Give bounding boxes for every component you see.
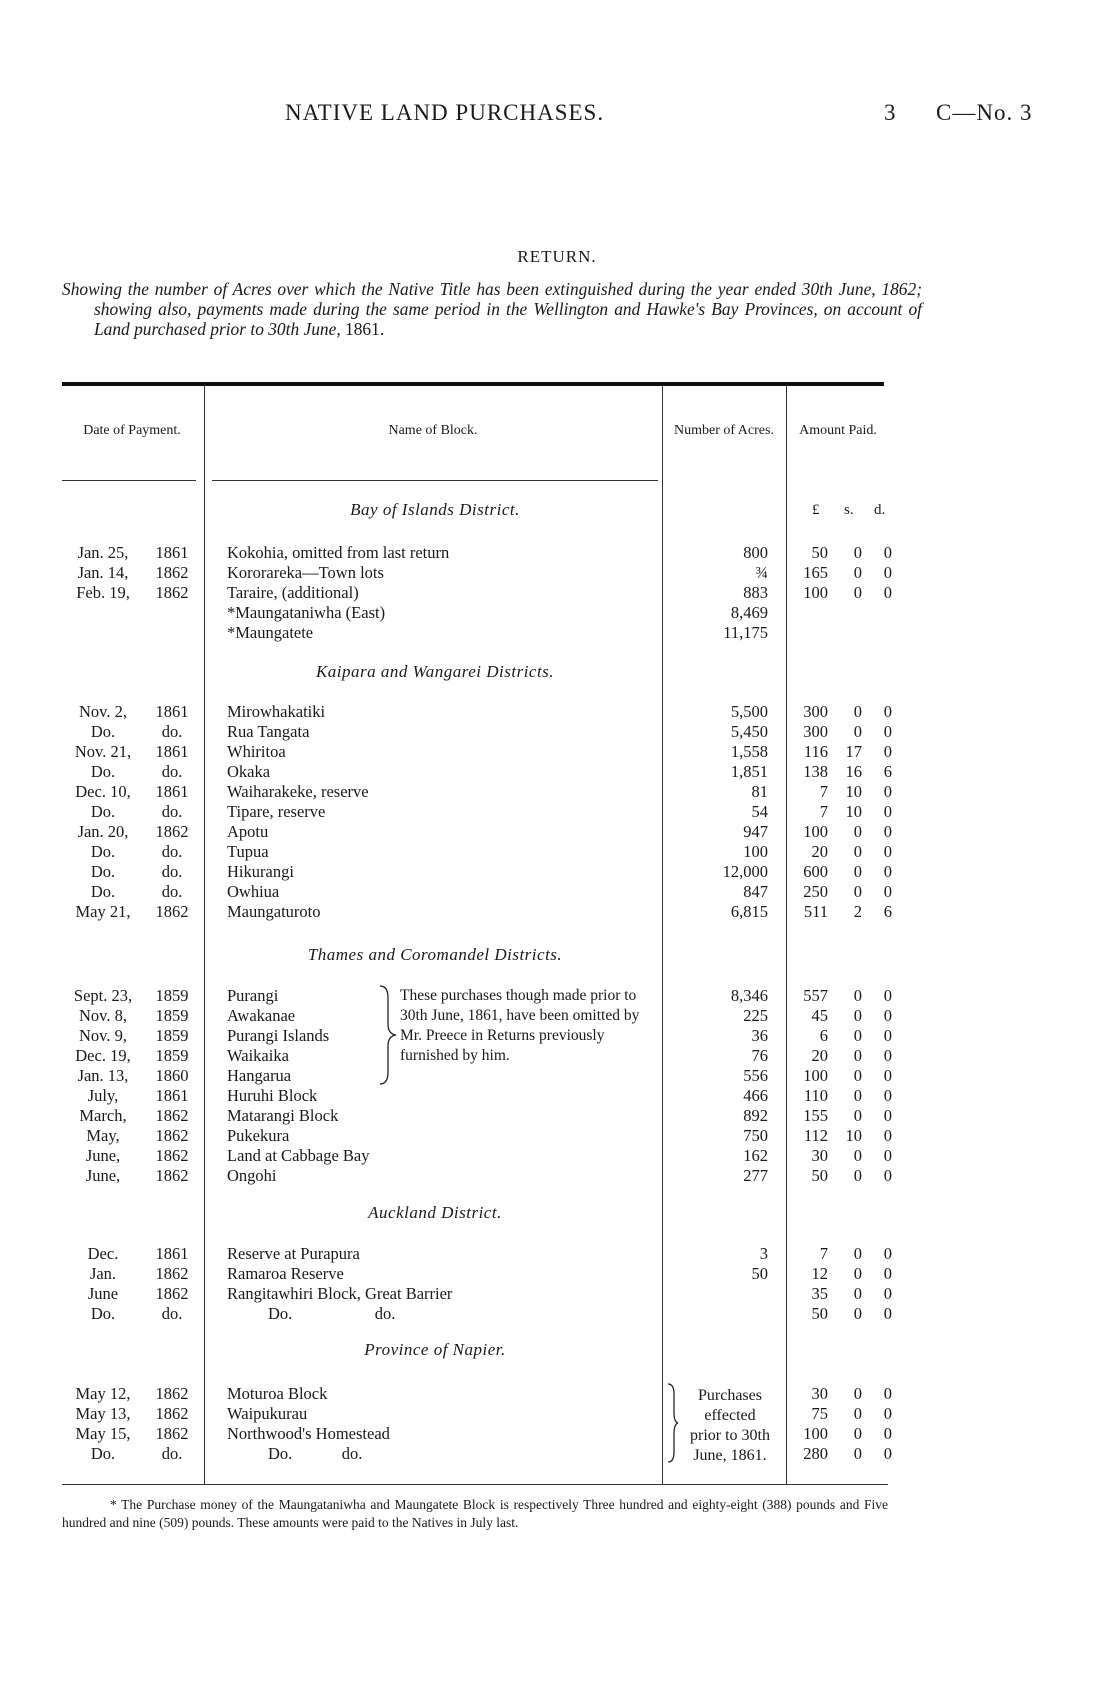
section-title: Bay of Islands District. [350, 500, 520, 519]
payment-date: Do. [90, 882, 116, 901]
shillings: 0 [853, 563, 862, 582]
payment-year: 1860 [155, 1066, 189, 1085]
acres: 76 [751, 1046, 768, 1065]
acres: 5,500 [730, 702, 768, 721]
shillings: 0 [853, 1444, 862, 1463]
pounds: 557 [803, 986, 828, 1005]
pounds-label: £ [812, 502, 820, 518]
block-name: Tipare, reserve [227, 802, 326, 821]
payment-date: Do. [90, 862, 116, 881]
running-title: NATIVE LAND PURCHASES. [285, 100, 605, 125]
shillings: 0 [853, 1404, 862, 1423]
table-row [0, 1404, 1114, 1424]
acres: 8,346 [730, 986, 768, 1005]
shillings: 0 [853, 862, 862, 881]
payment-date: Nov. 2, [79, 702, 127, 721]
section-title: Auckland District. [368, 1203, 502, 1222]
payment-year: 1859 [155, 986, 189, 1005]
shillings: 0 [853, 1384, 862, 1403]
document-reference: C—No. 3 [936, 100, 1033, 125]
payment-year: 1861 [155, 782, 189, 801]
payment-year: 1861 [155, 543, 189, 562]
payment-year: 1859 [155, 1026, 189, 1045]
payment-year: 1859 [155, 1006, 189, 1025]
pounds: 138 [803, 762, 828, 781]
shillings: 0 [853, 1244, 862, 1263]
pence: 0 [883, 802, 892, 821]
payment-year: do. [161, 762, 183, 781]
pounds: 112 [803, 1126, 828, 1145]
section-title: Thames and Coromandel Districts. [307, 945, 563, 964]
payment-date: Do. [90, 842, 116, 861]
pounds: 300 [803, 722, 828, 741]
pounds: 75 [811, 1404, 828, 1423]
block-name: Waiharakeke, reserve [227, 782, 369, 801]
table-row [0, 623, 1114, 643]
table-row [0, 822, 1114, 842]
payment-year: 1862 [155, 1404, 189, 1423]
shillings: 0 [853, 1006, 862, 1025]
pence: 0 [883, 742, 892, 761]
block-name: Purangi [227, 986, 279, 1005]
payment-year: 1862 [155, 902, 189, 921]
table-row [0, 1424, 1114, 1444]
acres: ¾ [755, 563, 768, 582]
pence: 0 [883, 1086, 892, 1105]
payment-date: Do. [90, 802, 116, 821]
pence: 0 [883, 1404, 892, 1423]
payment-date: May 12, [75, 1384, 131, 1403]
payment-year: 1861 [155, 702, 189, 721]
shillings: 0 [853, 1264, 862, 1283]
block-name: Owhiua [227, 882, 280, 901]
pence: 0 [883, 1126, 892, 1145]
pence: 0 [883, 1046, 892, 1065]
payment-date: Nov. 21, [74, 742, 132, 761]
table-row [0, 882, 1114, 902]
block-name: Land at Cabbage Bay [227, 1146, 370, 1165]
block-name: Purangi Islands [227, 1026, 330, 1045]
table-row [0, 1166, 1114, 1186]
table-top-rule [62, 382, 884, 386]
payment-year: do. [161, 722, 183, 741]
payment-year: do. [161, 842, 183, 861]
block-name: Ongohi [227, 1166, 277, 1185]
block-name: Rangitawhiri Block, Great Barrier [227, 1284, 453, 1303]
payment-year: 1862 [155, 1384, 189, 1403]
payment-date: Do. [90, 762, 116, 781]
acres: 54 [751, 802, 768, 821]
payment-year: 1862 [155, 1166, 189, 1185]
pounds: 7 [819, 1244, 828, 1263]
pounds: 100 [803, 822, 828, 841]
shillings: 0 [853, 1026, 862, 1045]
pounds: 7 [819, 782, 828, 801]
acres: 100 [743, 842, 768, 861]
column-header-amount: Amount Paid. [799, 423, 877, 438]
payment-year: 1862 [155, 822, 189, 841]
payment-date: May 21, [75, 902, 131, 921]
shillings: 0 [853, 1106, 862, 1125]
pounds: 20 [811, 842, 828, 861]
pounds: 45 [811, 1006, 828, 1025]
shillings: 0 [853, 543, 862, 562]
table-row [0, 1146, 1114, 1166]
pounds: 35 [811, 1284, 828, 1303]
pence: 0 [883, 722, 892, 741]
table-row [0, 603, 1114, 623]
payment-date: May 13, [75, 1404, 131, 1423]
payment-date: Sept. 23, [73, 986, 133, 1005]
shillings: 0 [853, 583, 862, 602]
pence: 0 [883, 822, 892, 841]
table-row [0, 563, 1114, 583]
section-title: Province of Napier. [364, 1340, 506, 1359]
section-title: Kaipara and Wangarei Districts. [315, 662, 555, 681]
header-rule [212, 480, 658, 481]
caption-year: 1861. [345, 319, 385, 339]
pounds: 155 [803, 1106, 828, 1125]
table-row [0, 1026, 1114, 1046]
payment-year: do. [161, 1304, 183, 1323]
block-name: Waikaika [227, 1046, 289, 1065]
acres: 1,558 [730, 742, 768, 761]
shillings: 10 [845, 782, 862, 801]
payment-date: Jan. [89, 1264, 117, 1283]
pounds: 12 [811, 1264, 828, 1283]
pounds: 511 [803, 902, 828, 921]
shillings: 10 [845, 802, 862, 821]
footnote: * The Purchase money of the Maungataniwha and Maungatete Block is respectively Three hundred and eighty-eight (388) pounds and Five hundred and nine (509) pounds. These amounts were paid to the Natives in July last. [62, 1497, 888, 1530]
table-row [0, 742, 1114, 762]
pence: 0 [883, 882, 892, 901]
payment-date: May 15, [75, 1424, 131, 1443]
block-name: Hikurangi [227, 862, 294, 881]
acres: 892 [743, 1106, 768, 1125]
block-name: Hangarua [227, 1066, 292, 1085]
shillings: 0 [853, 1086, 862, 1105]
block-name: Tupua [227, 842, 269, 861]
table-row [0, 1006, 1114, 1026]
block-name: Kororareka—Town lots [227, 563, 384, 582]
shillings: 0 [853, 986, 862, 1005]
payment-date: Feb. 19, [76, 583, 130, 602]
pounds: 50 [811, 543, 828, 562]
table-row [0, 722, 1114, 742]
block-name: *Maungatete [227, 623, 314, 642]
table-row [0, 543, 1114, 563]
acres: 225 [743, 1006, 768, 1025]
block-name: Maungaturoto [227, 902, 321, 921]
prior-note-line: Purchases [698, 1387, 762, 1404]
pounds: 250 [803, 882, 828, 901]
payment-year: 1862 [155, 1264, 189, 1283]
shillings: 0 [853, 1046, 862, 1065]
shillings: 0 [853, 842, 862, 861]
return-heading: RETURN. [517, 247, 597, 266]
payment-year: 1859 [155, 1046, 189, 1065]
pence: 0 [883, 842, 892, 861]
pence: 0 [883, 1026, 892, 1045]
payment-year: do. [161, 802, 183, 821]
pence: 0 [883, 1304, 892, 1323]
block-name: Kokohia, omitted from last return [227, 543, 450, 562]
block-name: *Maungataniwha (East) [227, 603, 386, 622]
pounds: 100 [803, 1424, 828, 1443]
acres: 750 [743, 1126, 768, 1145]
acres: 556 [743, 1066, 768, 1085]
prior-note-line: effected [704, 1407, 756, 1424]
header-rule [62, 480, 196, 481]
block-name: Waipukurau [227, 1404, 308, 1423]
table-bottom-rule [62, 1484, 888, 1485]
acres: 12,000 [722, 862, 768, 881]
pence: 0 [883, 1146, 892, 1165]
payment-date: Do. [90, 1304, 116, 1323]
payment-year: 1862 [155, 1284, 189, 1303]
pence: 0 [883, 1444, 892, 1463]
pence: 0 [883, 543, 892, 562]
acres: 8,469 [730, 603, 768, 622]
pence: 0 [883, 1284, 892, 1303]
shillings: 10 [845, 1126, 862, 1145]
prior-note-line: June, 1861. [693, 1447, 767, 1464]
table-row [0, 1284, 1114, 1304]
shillings: 0 [853, 1304, 862, 1323]
pence: 0 [883, 1384, 892, 1403]
pence: 0 [883, 1106, 892, 1125]
payment-date: June [87, 1284, 119, 1303]
acres: 162 [743, 1146, 768, 1165]
payment-year: do. [161, 882, 183, 901]
block-name: Pukekura [227, 1126, 290, 1145]
pence: 0 [883, 1264, 892, 1283]
table-row [0, 1304, 1114, 1324]
return-caption [62, 279, 922, 339]
payment-date: May, [86, 1126, 120, 1145]
acres: 36 [751, 1026, 768, 1045]
pounds: 100 [803, 1066, 828, 1085]
payment-date: March, [79, 1106, 127, 1125]
pounds: 20 [811, 1046, 828, 1065]
pence: 0 [883, 1424, 892, 1443]
shillings: 0 [853, 882, 862, 901]
shillings: 17 [845, 742, 862, 761]
acres: 800 [743, 543, 768, 562]
pence: 6 [883, 902, 892, 921]
pence: 6 [883, 762, 892, 781]
table-row [0, 1126, 1114, 1146]
pounds: 7 [819, 802, 828, 821]
block-name: Moturoa Block [227, 1384, 328, 1403]
acres: 11,175 [723, 623, 768, 642]
shillings-label: s. [844, 502, 854, 518]
payment-date: June, [85, 1146, 121, 1165]
table-row [0, 802, 1114, 822]
prior-note-line: prior to 30th [690, 1427, 770, 1444]
shillings: 0 [853, 1424, 862, 1443]
payment-year: do. [161, 1444, 183, 1463]
payment-year: 1862 [155, 1424, 189, 1443]
omission-note: These purchases though made prior to 30th June, 1861, have been omitted by Mr. Preece in Returns previously furnished by him. [400, 987, 640, 1064]
acres: 1,851 [730, 762, 768, 781]
block-name: Northwood's Homestead [227, 1424, 390, 1443]
pence: 0 [883, 862, 892, 881]
shillings: 2 [853, 902, 862, 921]
block-name: Ramaroa Reserve [227, 1264, 344, 1283]
payment-date: Do. [90, 1444, 116, 1463]
block-name: Whiritoa [227, 742, 286, 761]
payment-year: 1862 [155, 1106, 189, 1125]
acres: 947 [743, 822, 768, 841]
payment-date: Nov. 9, [79, 1026, 127, 1045]
table-row [0, 1086, 1114, 1106]
column-header-date: Date of Payment. [83, 423, 181, 438]
acres: 81 [751, 782, 768, 801]
caption-text: Showing the number of Acres over which the Native Title has been extinguished during the year ended 30th June, 1862; showing also, payments made during the same period in the Wellington and Hawke's Bay Provinces, on account of Land purchased prior to 30th June, [62, 279, 922, 339]
table-row [0, 862, 1114, 882]
shillings: 0 [853, 1146, 862, 1165]
acres: 3 [759, 1244, 768, 1263]
payment-year: 1862 [155, 583, 189, 602]
payment-year: 1861 [155, 742, 189, 761]
table-row [0, 1384, 1114, 1404]
acres: 50 [751, 1264, 768, 1283]
shillings: 0 [853, 702, 862, 721]
pence: 0 [883, 782, 892, 801]
pence: 0 [883, 1244, 892, 1263]
pounds: 50 [811, 1304, 828, 1323]
block-name: Rua Tangata [227, 722, 310, 741]
pounds: 110 [803, 1086, 828, 1105]
pounds: 6 [819, 1026, 828, 1045]
table-row [0, 1444, 1114, 1464]
pounds: 165 [803, 563, 828, 582]
table-row [0, 702, 1114, 722]
table-row [0, 842, 1114, 862]
payment-year: 1862 [155, 1126, 189, 1145]
block-name: Okaka [227, 762, 271, 781]
payment-date: Jan. 13, [77, 1066, 129, 1085]
payment-year: do. [161, 862, 183, 881]
payment-date: Jan. 20, [77, 822, 129, 841]
acres: 277 [743, 1166, 768, 1185]
acres: 883 [743, 583, 768, 602]
table-row [0, 902, 1114, 922]
pounds: 50 [811, 1166, 828, 1185]
pence: 0 [883, 583, 892, 602]
block-name: Huruhi Block [227, 1086, 318, 1105]
pence: 0 [883, 1166, 892, 1185]
payment-year: 1861 [155, 1244, 189, 1263]
block-name: Apotu [227, 822, 269, 841]
pence-label: d. [874, 502, 886, 518]
column-header-name: Name of Block. [388, 423, 478, 438]
table-row [0, 583, 1114, 603]
acres: 6,815 [730, 902, 768, 921]
table-row [0, 1244, 1114, 1264]
block-name: Awakanae [227, 1006, 296, 1025]
block-name: Taraire, (additional) [227, 583, 359, 602]
payment-date: Dec. 19, [75, 1046, 131, 1065]
payment-date: Nov. 8, [79, 1006, 127, 1025]
block-name: Do. do. [268, 1304, 396, 1323]
payment-year: 1861 [155, 1086, 189, 1105]
shillings: 0 [853, 1284, 862, 1303]
pounds: 600 [803, 862, 828, 881]
payment-date: June, [85, 1166, 121, 1185]
pence: 0 [883, 986, 892, 1005]
payment-date: Do. [90, 722, 116, 741]
acres: 466 [743, 1086, 768, 1105]
column-header-acres: Number of Acres. [674, 423, 774, 438]
shillings: 0 [853, 822, 862, 841]
pence: 0 [883, 702, 892, 721]
payment-date: July, [87, 1086, 119, 1105]
shillings: 0 [853, 722, 862, 741]
shillings: 16 [845, 762, 862, 781]
pence: 0 [883, 1066, 892, 1085]
acres: 847 [743, 882, 768, 901]
pounds: 116 [803, 742, 828, 761]
shillings: 0 [853, 1066, 862, 1085]
shillings: 0 [853, 1166, 862, 1185]
table-row [0, 782, 1114, 802]
payment-date: Jan. 25, [77, 543, 129, 562]
table-row [0, 1046, 1114, 1066]
block-name: Matarangi Block [227, 1106, 339, 1125]
pence: 0 [883, 563, 892, 582]
payment-year: 1862 [155, 563, 189, 582]
pence: 0 [883, 1006, 892, 1025]
pounds: 100 [803, 583, 828, 602]
block-name: Reserve at Purapura [227, 1244, 360, 1263]
page-number: 3 [884, 100, 897, 125]
pounds: 30 [811, 1146, 828, 1165]
table-row [0, 1106, 1114, 1126]
table-row [0, 1264, 1114, 1284]
payment-date: Jan. 14, [77, 563, 129, 582]
pounds: 30 [811, 1384, 828, 1403]
block-name: Do. do. [268, 1444, 363, 1463]
block-name: Mirowhakatiki [227, 702, 326, 721]
payment-date: Dec. [87, 1244, 119, 1263]
payment-date: Dec. 10, [75, 782, 131, 801]
payment-year: 1862 [155, 1146, 189, 1165]
pounds: 280 [803, 1444, 828, 1463]
table-row [0, 986, 1114, 1006]
table-row [0, 1066, 1114, 1086]
table-row [0, 762, 1114, 782]
pounds: 300 [803, 702, 828, 721]
acres: 5,450 [730, 722, 768, 741]
